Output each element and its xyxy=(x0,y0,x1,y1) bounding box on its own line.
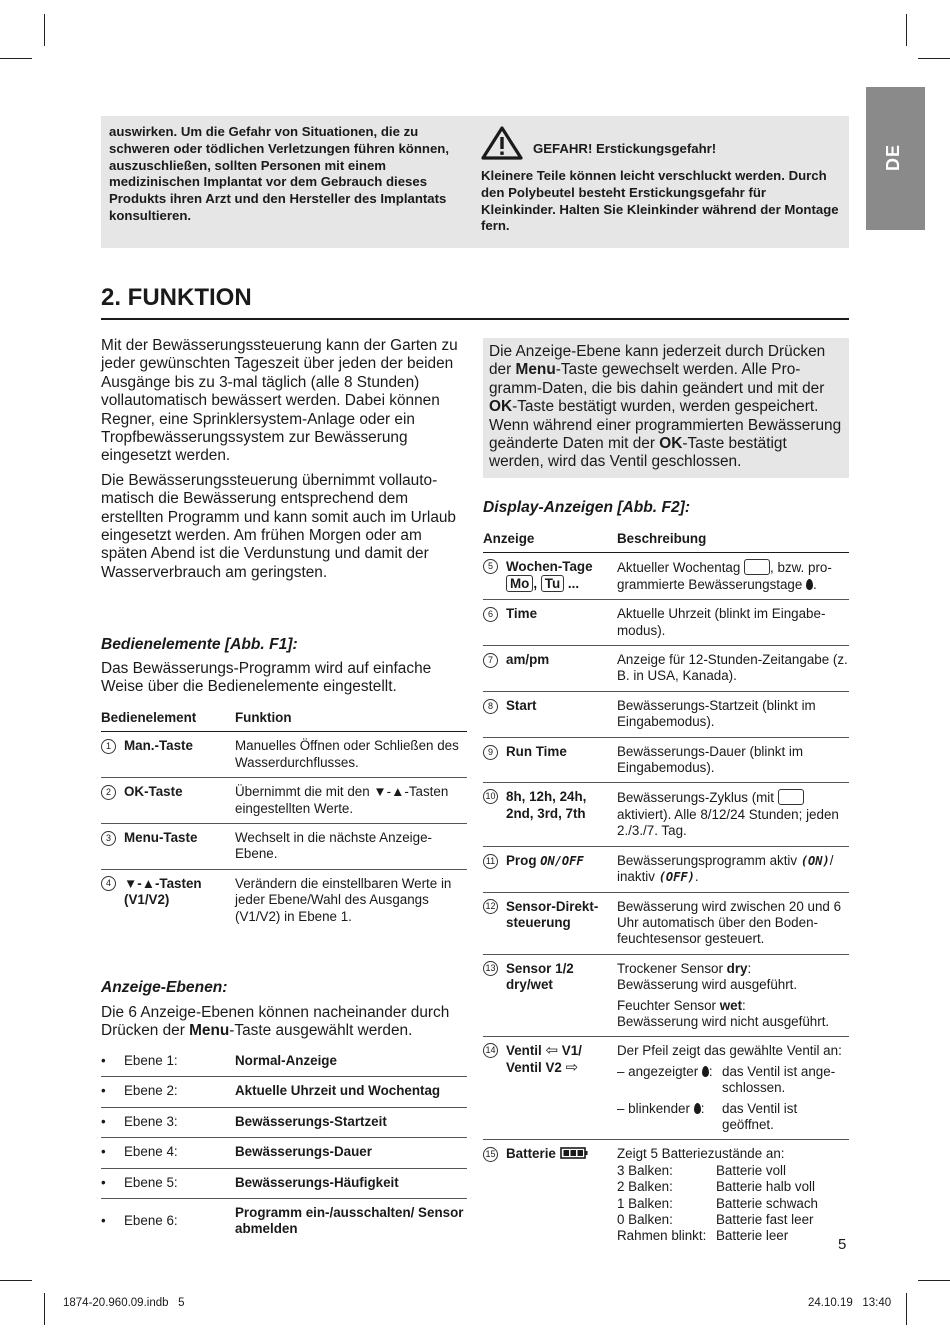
control-name: Menu-Taste xyxy=(124,830,198,846)
table-row xyxy=(483,954,849,1037)
level-name: Bewässerungs-Häufigkeit xyxy=(235,1168,467,1198)
table-row xyxy=(483,646,849,692)
item-number: 15 xyxy=(483,1147,498,1162)
item-number: 7 xyxy=(483,653,498,668)
level-name: Bewässerungs-Dauer xyxy=(235,1138,467,1168)
crop-mark xyxy=(44,14,45,46)
list-item: • Ebene 2: Aktuelle Uhrzeit und Wochentag xyxy=(101,1077,467,1107)
drop-icon xyxy=(694,1103,701,1114)
language-tab-label: DE xyxy=(883,143,904,172)
drop-icon xyxy=(806,579,813,590)
display-item-name: Time xyxy=(506,606,538,622)
table-row xyxy=(483,737,849,783)
bedien-table xyxy=(101,704,467,931)
table-row xyxy=(483,846,849,892)
display-item-desc: Anzeige für 12-Stunden-Zeitangabe (z. B. in USA, Kanada). xyxy=(617,646,849,692)
table-row xyxy=(483,600,849,646)
display-item-name: 8h, 12h, 24h, 2nd, 3rd, 7th xyxy=(506,789,587,821)
section-rule xyxy=(101,318,849,320)
display-item-desc: Bewässerungs-Startzeit (blinkt im Eingabemodus). xyxy=(617,691,849,737)
display-item-name: Sensor 1/2 dry/wet xyxy=(506,960,574,993)
table-header: Anzeige xyxy=(483,525,617,553)
item-number: 14 xyxy=(483,1043,498,1058)
display-item-desc: Bewässerungs-Zyklus (mit aktiviert). Alle 8/12/24 Stunden; jeden 2./3./7. Tag. xyxy=(617,783,849,846)
crop-mark xyxy=(44,1293,45,1325)
crop-mark xyxy=(0,58,32,59)
control-function: Manuelles Öffnen oder Schließen des Wasserdurchflusses. xyxy=(235,732,467,778)
level-label: Ebene 6: xyxy=(124,1213,178,1229)
control-function: Wechselt in die nächste Anzeige-Ebene. xyxy=(235,824,467,870)
note-box: Die Anzeige-Ebene kann jederzeit durch Drücken der Menu-Taste gewechselt werden. Alle Programm-Daten, die bis dahin geändert und mit der OK-Taste bestätigt wurden, werden gespeichert. Wenn während einer programmierten Bewässerung geänderte Daten mit der OK-Taste bestätigt werden, wird das Ventil geschlossen. xyxy=(483,338,849,478)
footer-file: 1874-20.960.09.indb 5 xyxy=(63,1297,185,1309)
item-number: 13 xyxy=(483,961,498,976)
item-number: 8 xyxy=(483,699,498,714)
battery-icon xyxy=(560,1147,588,1159)
table-row xyxy=(101,824,467,870)
table-header: Funktion xyxy=(235,704,467,732)
item-number: 9 xyxy=(483,745,498,760)
language-tab xyxy=(866,87,925,230)
arrow-right-icon: ⇨ xyxy=(565,1058,579,1076)
display-item-name: Prog xyxy=(506,852,537,868)
item-number: 1 xyxy=(101,739,116,754)
table-row xyxy=(483,892,849,954)
day-mo: Mo xyxy=(506,575,533,592)
display-table xyxy=(483,525,849,1251)
drop-icon xyxy=(702,1066,709,1077)
section-title: 2. FUNKTION xyxy=(101,284,252,311)
frame-icon xyxy=(744,559,770,575)
table-header: Bedienelement xyxy=(101,704,235,732)
display-item-desc: Trockener Sensor dry: Bewässerung wird ausgeführt. Feuchter Sensor wet: Bewässerung wird nicht ausgeführt. xyxy=(617,954,849,1037)
warning-title: GEFAHR! Erstickungsgefahr! xyxy=(533,141,717,157)
table-row xyxy=(101,732,467,778)
display-item-desc: Bewässerungs-Dauer (blinkt im Eingabemodus). xyxy=(617,737,849,783)
display-item-name: Wochen-Tage xyxy=(506,559,593,575)
bedien-heading: Bedienelemente [Abb. F1]: xyxy=(101,636,298,653)
display-item-desc: Zeigt 5 Batteriezustände an: 3 Balken: Batterie voll 2 Balken: Batterie halb voll 1 Balken: Batterie schwach 0 Balken: Batterie fast leer Rahmen blinkt: Batterie leer xyxy=(617,1146,818,1244)
arrow-left-icon: ⇦ xyxy=(545,1042,559,1060)
intro-paragraph: Mit der Bewässerungssteuerung kann der Garten zu jeder gewünschten Tageszeit über jeden der beiden Ausgänge bis zu 3-mal täglich (alle 8 Stunden) vollautomatisch bewässert werden. Dabei können Regner, eine Sprinklersystem-Anlage oder ein Tropfbewässerungssystem zur Bewässerung eingesetzt werden. xyxy=(101,337,458,465)
page-number: 5 xyxy=(838,1236,847,1253)
display-item-name: am/pm xyxy=(506,652,550,668)
intro-paragraph: Die Bewässerungssteuerung übernimmt vollautomatisch die Bewässerung entsprechend dem erstellten Programm und kann somit auch im Urlaub eingesetzt werden. Am frühen Morgen oder am späten Abend ist die Verdunstung und damit der Wasserverbrauch am geringsten. xyxy=(101,471,456,581)
frame-icon xyxy=(778,789,804,805)
control-function: Verändern die einstellbaren Werte in jeder Ebene/Wahl des Ausgangs (V1/V2) in Ebene 1. xyxy=(235,875,452,924)
display-item-name: Start xyxy=(506,697,537,713)
warning-box-choking xyxy=(475,116,849,248)
ebenen-list xyxy=(101,1047,467,1245)
ebenen-intro: Die 6 Anzeige-Ebenen können nacheinander durch Drücken der Menu-Taste ausgewählt werden. xyxy=(101,1004,450,1040)
ebenen-heading: Anzeige-Ebenen: xyxy=(101,979,228,996)
level-label: Ebene 4: xyxy=(124,1138,235,1168)
item-number: 6 xyxy=(483,607,498,622)
table-row xyxy=(101,869,467,931)
day-tu: Tu xyxy=(541,575,564,592)
warning-text: auswirken. Um die Gefahr von Situationen, die zu schweren oder tödlichen Verletzungen führen können, auszuschließen, sollten Personen mit einem medizinischen Implantat vor dem Gebrauch dieses Produkts ihren Arzt und den Hersteller des Implantats konsultieren. xyxy=(109,124,449,223)
item-number: 3 xyxy=(101,831,116,846)
level-label: Ebene 3: xyxy=(124,1107,235,1137)
item-number: 12 xyxy=(483,899,498,914)
segment-text: ON/OFF xyxy=(540,853,584,868)
level-name: Bewässerungs-Startzeit xyxy=(235,1107,467,1137)
display-item-desc: Aktuelle Uhrzeit (blinkt im Eingabemodus). xyxy=(617,600,849,646)
display-item-desc: Bewässerung wird zwischen 20 und 6 Uhr automatisch über den Bodenfeuchtesensor gesteuert. xyxy=(617,892,849,954)
item-number: 11 xyxy=(483,854,498,869)
display-item-name: Sensor-Direktsteuerung xyxy=(506,898,599,930)
table-row: 5 Wochen-Tage Mo , Tu ... Aktueller Wochentag , bzw. programmierte Bewässerungstage . xyxy=(483,553,849,600)
warning-text: Kleinere Teile können leicht verschluckt werden. Durch den Polybeutel besteht Erstickungsgefahr für Kleinkinder. Halten Sie Kleinkinder während der Montage fern. xyxy=(481,168,839,234)
crop-mark xyxy=(906,14,907,46)
table-row xyxy=(483,1140,849,1251)
level-label: Ebene 2: xyxy=(124,1077,235,1107)
display-item-desc: Aktueller Wochentag , bzw. programmierte Bewässerungstage . xyxy=(617,553,849,600)
display-item-desc: Bewässerungsprogramm aktiv (ON)/ inaktiv (OFF). xyxy=(617,846,849,892)
table-header: Beschreibung xyxy=(617,525,849,553)
list-item: • Ebene 3: Bewässerungs-Startzeit xyxy=(101,1107,467,1137)
bedien-intro: Das Bewässerungs-Programm wird auf einfache Weise über die Bedienelemente eingestellt. xyxy=(101,660,432,696)
list-item: • Ebene 4: Bewässerungs-Dauer xyxy=(101,1138,467,1168)
warning-box-implant xyxy=(101,116,475,248)
item-number: 4 xyxy=(101,876,116,891)
crop-mark xyxy=(918,1280,950,1281)
crop-mark xyxy=(918,58,950,59)
display-item-name: Run Time xyxy=(506,743,567,759)
table-row xyxy=(483,783,849,846)
item-number: 10 xyxy=(483,789,498,804)
display-item-desc: Der Pfeil zeigt das gewählte Ventil an: – angezeigter : das Ventil ist angeschlossen. – blinkender : das Ventil ist geöffnet. xyxy=(617,1037,849,1140)
table-row: 14 Ventil ⇦ V1/ Ventil V2 ⇨ Der Pfeil zeigt das gewählte Ventil an: – angezeigter : das Ventil ist angeschlossen. – blinkender : das Ventil ist geöffnet. xyxy=(483,1037,849,1140)
footer-date: 24.10.19 13:40 xyxy=(808,1297,892,1309)
left-column xyxy=(101,337,465,582)
display-item-name: Batterie xyxy=(506,1146,556,1162)
list-item: • Ebene 6: Programm ein-/ausschalten/ Sensor abmelden xyxy=(101,1199,467,1245)
item-number: 5 xyxy=(483,559,498,574)
control-name: Man.-Taste xyxy=(124,738,193,754)
level-label: Ebene 1: xyxy=(124,1047,235,1077)
list-item: • Ebene 5: Bewässerungs-Häufigkeit xyxy=(101,1168,467,1198)
level-name: Normal-Anzeige xyxy=(235,1047,467,1077)
control-name: OK-Taste xyxy=(124,784,183,800)
level-name: Aktuelle Uhrzeit und Wochentag xyxy=(235,1077,467,1107)
display-heading: Display-Anzeigen [Abb. F2]: xyxy=(483,499,691,516)
list-item: • Ebene 1: Normal-Anzeige xyxy=(101,1047,467,1077)
crop-mark xyxy=(0,1280,32,1281)
control-name: ▼-▲-Tasten (V1/V2) xyxy=(124,875,202,908)
control-function: Übernimmt die mit den ▼-▲-Tasten eingestellten Werte. xyxy=(235,778,467,824)
crop-mark xyxy=(906,1293,907,1325)
item-number: 2 xyxy=(101,785,116,800)
level-label: Ebene 5: xyxy=(124,1168,235,1198)
warning-triangle-icon xyxy=(481,126,523,160)
table-row xyxy=(101,778,467,824)
level-name: Programm ein-/ausschalten/ Sensor abmelden xyxy=(235,1205,464,1237)
table-row xyxy=(483,691,849,737)
